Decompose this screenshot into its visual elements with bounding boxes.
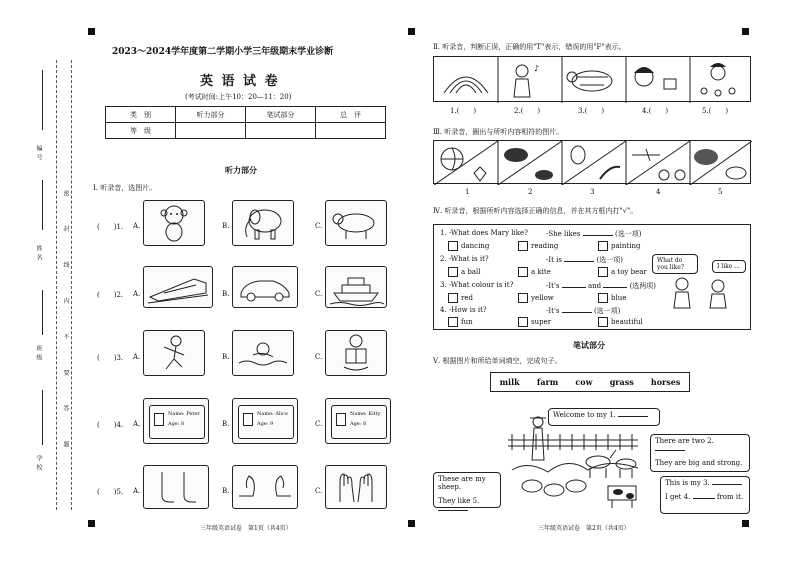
q3-label: 2 [528,188,533,196]
elephant-icon[interactable] [232,200,294,246]
q2-answer-2[interactable]: 2.( ) [514,107,541,115]
q4-option[interactable] [598,293,626,303]
q4-question: 2. -What is it? [440,255,489,263]
q3-label: 3 [590,188,595,196]
bubble-line: I get 4. [665,493,691,501]
q1-number: ( )3. [97,354,124,362]
q4-question: 1. -What does Mary like? [440,229,528,237]
q4-heading: Ⅳ. 听录音，根据所听内容选择正确的信息，并在其方框内打"√"。 [433,207,638,215]
q1-heading: Ⅰ. 听录音，选图片。 [93,184,157,192]
answer-blank-3[interactable] [712,484,742,485]
word-bank-item: cow [575,377,593,387]
card-age: Age: 8 [168,421,185,427]
q2-picture-strip [433,56,751,102]
bubble-line: There are two 2. [655,437,714,445]
bubble-line: They are big and strong. [655,459,743,467]
table-cell[interactable] [316,123,386,139]
option-label: B. [222,290,230,298]
binding-label-class: 班级 [35,345,42,363]
svg-text:♪: ♪ [534,64,540,73]
page-footer: 三年级英语试卷 第1页（共4页） [200,525,292,532]
q4-option[interactable] [448,293,473,303]
option-label: B. [222,420,230,428]
bubble-horses [650,434,750,472]
bubble-line: These are my sheep. [438,475,486,491]
word-bank-item: farm [536,377,559,387]
tiger-icon [567,71,612,91]
q4-option[interactable] [518,293,554,303]
option-text: a toy bear [611,268,647,276]
binding-strip [14,60,74,510]
ball-icon [441,148,463,170]
cow-icon [608,486,636,508]
checkbox[interactable] [518,267,528,277]
singing-girl-icon [514,64,539,97]
checkbox[interactable] [518,317,528,327]
answer-blank[interactable] [583,235,613,236]
horse-icon [586,450,616,478]
q4-answer [546,306,620,316]
option-label: A. [133,487,141,495]
name-card-icon[interactable] [232,398,298,444]
q4-answer-mid: and [587,282,602,290]
option-text: beautiful [611,318,643,326]
binding-label-number: 编号 [35,145,42,163]
train-icon[interactable] [143,266,213,308]
answer-blank[interactable] [564,261,594,262]
q4-option[interactable] [598,241,640,251]
q4-question: 3. -What colour is it? [440,281,514,289]
q3-label: 5 [718,188,723,196]
card-name: Name: Peter [168,411,200,417]
bubble-sheep [433,472,501,508]
answer-blank[interactable] [562,312,592,313]
q4-answer-text: -It's [546,282,560,290]
binding-line [42,180,43,230]
registration-mark [408,520,415,527]
q4-answer [546,281,656,291]
option-label: A. [133,353,141,361]
checkbox[interactable] [598,241,608,251]
farmer-icon [530,417,546,460]
q3-label: 1 [465,188,470,196]
q4-answer [546,229,641,239]
bubble-cow [660,476,750,514]
q4-hint: (选一项) [596,256,623,264]
q4-option[interactable] [448,241,489,251]
page-footer: 三年级英语试卷 第2页（共4页） [538,525,630,532]
q4-hint: (选两项) [629,282,657,290]
section-written: 笔试部分 [573,340,605,350]
card-age: Age: 9 [257,421,274,427]
word-bank-item: horses [650,377,681,387]
option-text: dancing [461,242,490,250]
score-table [105,106,386,139]
option-text: a ball [461,268,481,276]
option-text: painting [611,242,641,250]
option-label: C. [315,420,323,428]
option-label: B. [222,487,230,495]
hands-icon[interactable] [325,465,387,509]
q2-heading: Ⅱ. 听录音，判断正误，正确的用"T"表示，错误的用"F"表示。 [433,43,626,51]
bubble-line: They like 5. [438,497,480,505]
word-bank-item: milk [499,377,520,387]
word-bank [490,372,690,392]
kite-icon [474,167,486,181]
q1-number: ( )5. [97,488,124,496]
option-text: yellow [531,294,554,302]
bubble-line: from it. [716,493,744,501]
option-text: reading [531,242,559,250]
option-label: A. [133,222,141,230]
q4-option[interactable] [518,317,551,327]
checkbox[interactable] [598,267,608,277]
option-text: fun [461,318,473,326]
checkbox[interactable] [448,241,458,251]
option-text: blue [611,294,627,302]
card-name: Name: Kitty [350,411,381,417]
option-label: C. [315,222,323,230]
bubble-text [665,479,745,487]
exam-title: 2023～2024学年度第二学期小学三年级期末学业诊断 [112,47,334,57]
q5-heading: Ⅴ. 根据图片和所给单词填空，完成句子。 [433,357,562,365]
table-cell: 笔试部分 [246,107,316,123]
option-label: C. [315,487,323,495]
speech-bubble-question: What do you like? [652,254,698,274]
table-cell: 听力部分 [176,107,246,123]
section-listening: 听力部分 [225,165,257,175]
answer-blank-5[interactable] [438,510,468,511]
binding-line [42,70,43,130]
option-text: a kite [531,268,551,276]
bubble-line: This is my 3. [665,479,710,487]
seal-line [56,60,57,510]
seal-line [71,60,72,510]
polar-bear-icon[interactable] [325,200,387,246]
registration-mark [88,520,95,527]
option-label: A. [133,290,141,298]
ship-icon[interactable] [325,266,387,308]
checkbox[interactable] [598,317,608,327]
option-label: A. [133,420,141,428]
answer-blank-2[interactable] [655,450,685,451]
checkbox[interactable] [448,317,458,327]
answer-blank[interactable] [603,287,627,288]
checkbox[interactable] [598,293,608,303]
q4-answer-text: -She likes [546,230,581,238]
q4-option[interactable] [448,267,481,277]
q1-number: ( )1. [97,223,124,231]
option-label: C. [315,290,323,298]
word-bank-item: grass [609,377,634,387]
table-cell: 等 级 [106,123,176,139]
q2-answer-3[interactable]: 3.( ) [578,107,605,115]
answer-blank-1[interactable] [618,416,648,417]
checkbox[interactable] [518,241,528,251]
horse-icon [616,459,636,478]
subject-title: 英 语 试 卷 [200,74,280,89]
q2-answer-5[interactable]: 5.( ) [702,107,729,115]
bubble-welcome [548,408,660,426]
speech-bubble-answer: I like ... [712,260,746,273]
table-cell: 总 评 [316,107,386,123]
q2-answer-4[interactable]: 4.( ) [642,107,669,115]
q4-answer [546,255,623,265]
q3-label: 4 [656,188,661,196]
table-cell: 类 别 [106,107,176,123]
checkbox[interactable] [448,293,458,303]
binding-line [42,390,43,445]
two-kids-icon [668,276,748,310]
card-name: Name: Alice [257,411,288,417]
q4-option[interactable] [598,267,647,277]
binding-label-name: 姓名 [35,245,42,263]
option-label: B. [222,222,230,230]
exam-time: (考试时间:上午10：20—11：20) [185,93,292,101]
q2-answer-1[interactable]: 1.( ) [450,107,477,115]
answer-blank-4[interactable] [693,498,715,499]
q1-number: ( )4. [97,421,124,429]
q4-answer-text: -It's [546,307,560,315]
option-label: B. [222,353,230,361]
car-icon[interactable] [232,266,298,308]
q4-hint: (选一项) [593,307,621,315]
q1-number: ( )2. [97,291,124,299]
q4-option[interactable] [518,241,558,251]
q3-picture-strip [433,140,751,184]
option-text: super [531,318,552,326]
q3-heading: Ⅲ. 听录音，圈出与所听内容相符的图片。 [433,128,564,136]
card-age: Age: 8 [350,421,367,427]
girl-face-icon [634,67,676,89]
registration-mark [742,28,749,35]
bubble-text [665,493,745,501]
swimming-boy-icon[interactable] [232,330,294,376]
sheep-icon [522,480,586,496]
registration-mark [88,28,95,35]
bubble-text: Welcome to my 1. [553,411,616,419]
answer-blank[interactable] [562,287,586,288]
reading-boy-icon[interactable] [325,330,387,376]
q4-option[interactable] [518,267,551,277]
q4-answer-text: -It is [546,256,562,264]
running-girl-icon[interactable] [143,330,205,376]
table-cell[interactable] [176,123,246,139]
seal-text: 密 封 线 内 不 要 答 题 [62,190,69,462]
monkey-icon[interactable] [143,200,205,246]
checkbox[interactable] [518,293,528,303]
option-label: C. [315,353,323,361]
binding-label-school: 学校 [35,455,42,473]
binding-line [42,290,43,335]
name-card-icon[interactable] [325,398,391,444]
q4-option[interactable] [448,317,473,327]
q4-hint: (选一项) [614,230,642,238]
name-card-icon[interactable] [143,398,209,444]
bubble-text [438,497,496,513]
registration-mark [742,520,749,527]
q4-question: 4. -How is it? [440,306,487,314]
option-text: red [461,294,473,302]
table-cell[interactable] [246,123,316,139]
girl-flowers-icon [701,63,735,96]
q4-option[interactable] [598,317,643,327]
bubble-text [655,437,745,453]
feet-icon[interactable] [143,465,209,509]
registration-mark [408,28,415,35]
checkbox[interactable] [448,267,458,277]
arms-icon[interactable] [232,465,298,509]
rainbow-icon [444,77,488,93]
